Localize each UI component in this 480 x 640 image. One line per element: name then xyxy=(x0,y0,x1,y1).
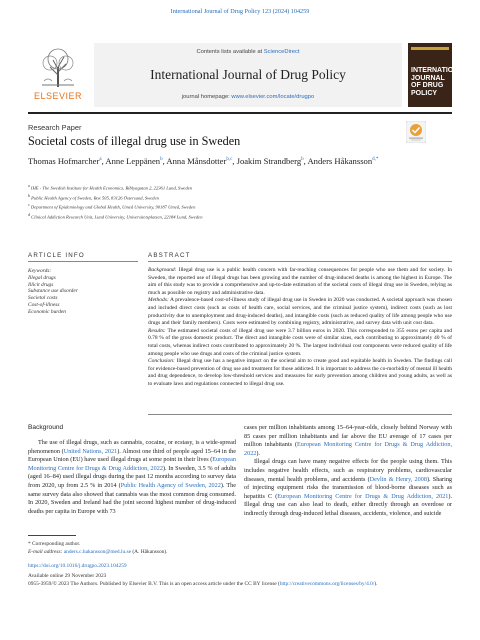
keyword-item[interactable]: Substance use disorder xyxy=(28,288,78,295)
author-affiliation-marker[interactable]: b xyxy=(160,157,163,162)
citation-link[interactable]: European Monitoring Centre for Drugs & Drug Addiction, 2021 xyxy=(277,492,449,500)
author-name[interactable]: Anders Håkansson xyxy=(307,155,373,166)
article-info-heading: ARTICLE INFO xyxy=(28,252,85,259)
masthead-divider xyxy=(28,112,452,114)
author-affiliation-marker[interactable]: b xyxy=(301,157,304,162)
body-paragraph xyxy=(244,458,452,518)
abstract-text: A prevalence-based cost-of-illness study of illegal drug use in Sweden in 2020 was conducted. A societal approach was chosen and included direct costs (such as costs of health care, social services, and the criminal justice system), indirect costs (such as lost productivity due to unemployment and drug-induced deaths), and intangible costs (such as reduced quality of life among people who use drugs and their family members). Costs were estimated by combining registry, administrative, and survey data with unit cost data. xyxy=(148,297,452,327)
affiliation-text: IHE - The Swedish Institute for Health Economics, Biblyagatan 2, 22361 Lund, Sweden xyxy=(29,185,193,191)
affiliations xyxy=(28,182,448,220)
contents-line xyxy=(94,49,402,55)
cover-stripe xyxy=(411,47,449,50)
body-column-left xyxy=(28,439,236,516)
body-text: ). Almost one third of people aged 15–64 in the European Union (EU) have used illegal drugs at some point in their lives ( xyxy=(28,447,236,464)
keyword-item[interactable]: Illicit drugs xyxy=(28,281,54,288)
affiliation-line xyxy=(28,192,448,202)
abstract-label: Results: xyxy=(148,327,166,334)
author-list: Thomas Hofmarcher$^a$, Anne Leppänen$^b$, Anna Månsdotter$^{b,c}$, Joakim Strandberg$^b$, Anders Håkansson$^{d,*}$ xyxy=(28,155,379,166)
abstract-paragraph xyxy=(148,328,452,358)
publication-meta xyxy=(28,573,452,588)
abstract-label: Background: xyxy=(148,267,177,273)
body-text: The use of illegal drugs, such as cannabis, cocaine, or ecstasy, is a wide-spread phenomenon ( xyxy=(28,439,236,455)
footnote-email-line xyxy=(28,549,328,557)
journal-citation[interactable]: International Journal of Drug Policy 123 (2024) 104259 xyxy=(170,8,310,15)
body-text: ). The same survey data also showed that cannabis was the most common drug consumed. In 2020, Sweden and Ireland had the joint second highest number of drug-induced deaths per capita in Europe with 73 xyxy=(28,481,236,515)
journal-masthead xyxy=(28,43,468,107)
keyword-item[interactable]: Economic burden xyxy=(28,308,66,315)
affiliation-text: Public Health Agency of Sweden, Box 505, 83126 Östersund, Sweden xyxy=(30,195,159,201)
author-email-link[interactable]: anders.c.hakansson@med.lu.se xyxy=(63,548,131,555)
affiliation-line xyxy=(28,211,448,221)
keyword-item[interactable]: Cost-of-illness xyxy=(28,301,60,308)
affiliation-line xyxy=(28,201,448,211)
affiliation-marker: c xyxy=(28,202,30,208)
affiliation-text: Clinical Addiction Research Unit, Lund University, Universitetsplatsen, 22184 Lund, Sweden xyxy=(30,214,203,220)
abstract-text: Illegal drug use is a public health concern with far-reaching consequences for people who use them and for society. In Sweden, the reported use of illegal drugs has been growing and the number of drug-induced deaths is among the highest in Europe. The aim of this study was to provide a comprehensive and up-to-date estimation of the societal costs of illegal drug use in Sweden, relying as much as possible on registry and administrative data. xyxy=(148,267,452,296)
abstract-paragraph xyxy=(148,267,452,297)
body-text: ). xyxy=(256,449,260,457)
affiliation-line xyxy=(28,182,448,192)
check-for-updates-icon[interactable] xyxy=(406,121,426,143)
article-type: Research Paper xyxy=(28,123,82,132)
journal-homepage-link[interactable]: www.elsevier.com/locate/drugpo xyxy=(231,94,315,100)
abstract-label: Conclusion: xyxy=(148,358,175,365)
citation-link[interactable]: European Monitoring Centre for Drugs & Drug Addiction, 2022 xyxy=(244,441,452,457)
available-online: Available online 29 November 2023 xyxy=(28,573,107,579)
keywords-label: Keywords: xyxy=(28,268,52,274)
body-text: ). Illegal drug use can also lead to death, either directly through an overdose or indirectly through drug-induced lethal diseases, accidents, violence, and suicide xyxy=(244,492,452,517)
keyword-item[interactable]: Illegal drugs xyxy=(28,274,56,281)
body-text: ). In Sweden, 3.5 % of adults (aged 16–84) used illegal drugs during the past 12 months according to survey data from 2020, up from 2.5 % in 2014 ( xyxy=(28,464,236,489)
author-affiliation-marker[interactable]: a xyxy=(99,157,102,162)
body-paragraph xyxy=(28,439,236,516)
footnote-rule xyxy=(28,535,76,536)
elsevier-logo[interactable] xyxy=(28,43,88,107)
journal-cover-image[interactable] xyxy=(408,43,468,107)
body-paragraph xyxy=(244,424,452,458)
citation-link[interactable]: Public Health Agency of Sweden, 2022 xyxy=(120,481,221,489)
abstract-text: The estimated societal costs of illegal drug use were 3.7 billion euros in 2020. This corresponded to 355 euros per capita and 0.78 % of the gross domestic product. The direct and intangible costs were of similar sizes, each contributing to approximately 40 % of total costs, whereas indirect costs contributed to approximately 20 %. The largest individual cost components were reduced quality of life among people who use drugs and costs of the criminal justice system. xyxy=(148,327,452,357)
journal-title: International Journal of Drug Policy xyxy=(150,67,346,82)
elsevier-wordmark: ELSEVIER xyxy=(33,91,83,101)
author-name[interactable]: Thomas Hofmarcher xyxy=(28,155,100,166)
author-name[interactable]: Joakim Strandberg xyxy=(236,155,302,166)
author-name[interactable]: Anna Månsdotter xyxy=(166,155,227,166)
body-text: Illegal drugs can have many negative effects for the people using them. This includes negative health effects, such as respiratory problems, cardiovascular diseases, mental health problems, and accidents ( xyxy=(244,458,452,483)
email-suffix: (A. Håkansson). xyxy=(130,548,168,555)
affiliation-text: Department of Epidemiology and Global Health, Umeå University, 90187 Umeå, Sweden xyxy=(29,204,196,210)
email-prefix: E-mail address: xyxy=(28,548,64,555)
cover-title: INTERNATIONAL JOURNAL OF DRUG POLICY xyxy=(411,67,468,97)
citation-link[interactable]: Devlin & Henry, 2008 xyxy=(369,475,427,483)
citation-link[interactable]: United Nations, 2021 xyxy=(63,447,118,455)
elsevier-tree-icon xyxy=(36,45,80,89)
body-column-right xyxy=(244,424,452,519)
journal-header-box xyxy=(94,43,402,107)
homepage-line xyxy=(94,94,402,100)
abstract-paragraph xyxy=(148,358,452,388)
license-suffix: ). xyxy=(374,580,378,587)
homepage-prefix: journal homepage: xyxy=(181,94,232,100)
article-info-rule xyxy=(28,261,138,262)
doi-link[interactable]: https://doi.org/10.1016/j.drugpo.2023.104259 xyxy=(28,563,127,569)
corresponding-author-footnote xyxy=(28,541,328,557)
affiliation-marker: d xyxy=(28,211,30,217)
abstract-text: Illegal drug use has a negative impact on the societal aim to create good and equitable health in Sweden. The findings call for evidence-based prevention of drug use and treatment for those addicted. It is important to address the co-morbidity of mental ill health and drug dependence, to develop low-threshold services and measures for early prevention among children and young adults, as well as to evaluate laws and regulations connected to illegal drug use. xyxy=(148,358,452,387)
abstract-rule xyxy=(148,261,452,262)
keyword-item[interactable]: Societal costs xyxy=(28,295,58,302)
keywords-list xyxy=(28,268,138,316)
paper-title: Societal costs of illegal drug use in Sweden xyxy=(28,134,241,148)
author-affiliation-marker[interactable]: b,c xyxy=(226,157,233,162)
license-link[interactable]: http://creativecommons.org/licenses/by/4.0/ xyxy=(279,580,375,587)
body-text: cases per million inhabitants among 15–64-year-olds, closely behind Norway with 85 cases per million inhabitants and far above the EU average of 17 cases per million inhabitants ( xyxy=(244,424,452,449)
affiliation-marker: b xyxy=(28,192,30,198)
author-affiliation-marker[interactable]: d,* xyxy=(372,157,379,162)
license-prefix: 0955-3959/© 2023 The Authors. Published by Elsevier B.V. This is an open access article under the CC BY license ( xyxy=(28,580,280,587)
body-text: ). Sharing of injecting equipment risks the transmission of blood-borne diseases such as hepatitis C ( xyxy=(244,475,453,500)
footnote-star: * Corresponding author. xyxy=(28,541,81,547)
sciencedirect-link[interactable]: ScienceDirect xyxy=(263,49,300,55)
abstract-paragraph xyxy=(148,297,452,327)
citation-link[interactable]: European Monitoring Centre for Drugs & Drug Addiction, 2022 xyxy=(28,456,236,472)
affiliation-marker: a xyxy=(28,183,30,188)
license-line xyxy=(28,581,452,589)
abstract-body xyxy=(148,267,452,389)
contents-prefix: Contents lists available at xyxy=(196,49,264,55)
author-name[interactable]: Anne Leppänen xyxy=(105,155,161,166)
section-heading-background: Background xyxy=(28,424,64,431)
abstract-heading: ABSTRACT xyxy=(148,252,191,259)
abstract-bottom-rule xyxy=(148,414,452,415)
abstract-label: Methods: xyxy=(148,297,169,304)
